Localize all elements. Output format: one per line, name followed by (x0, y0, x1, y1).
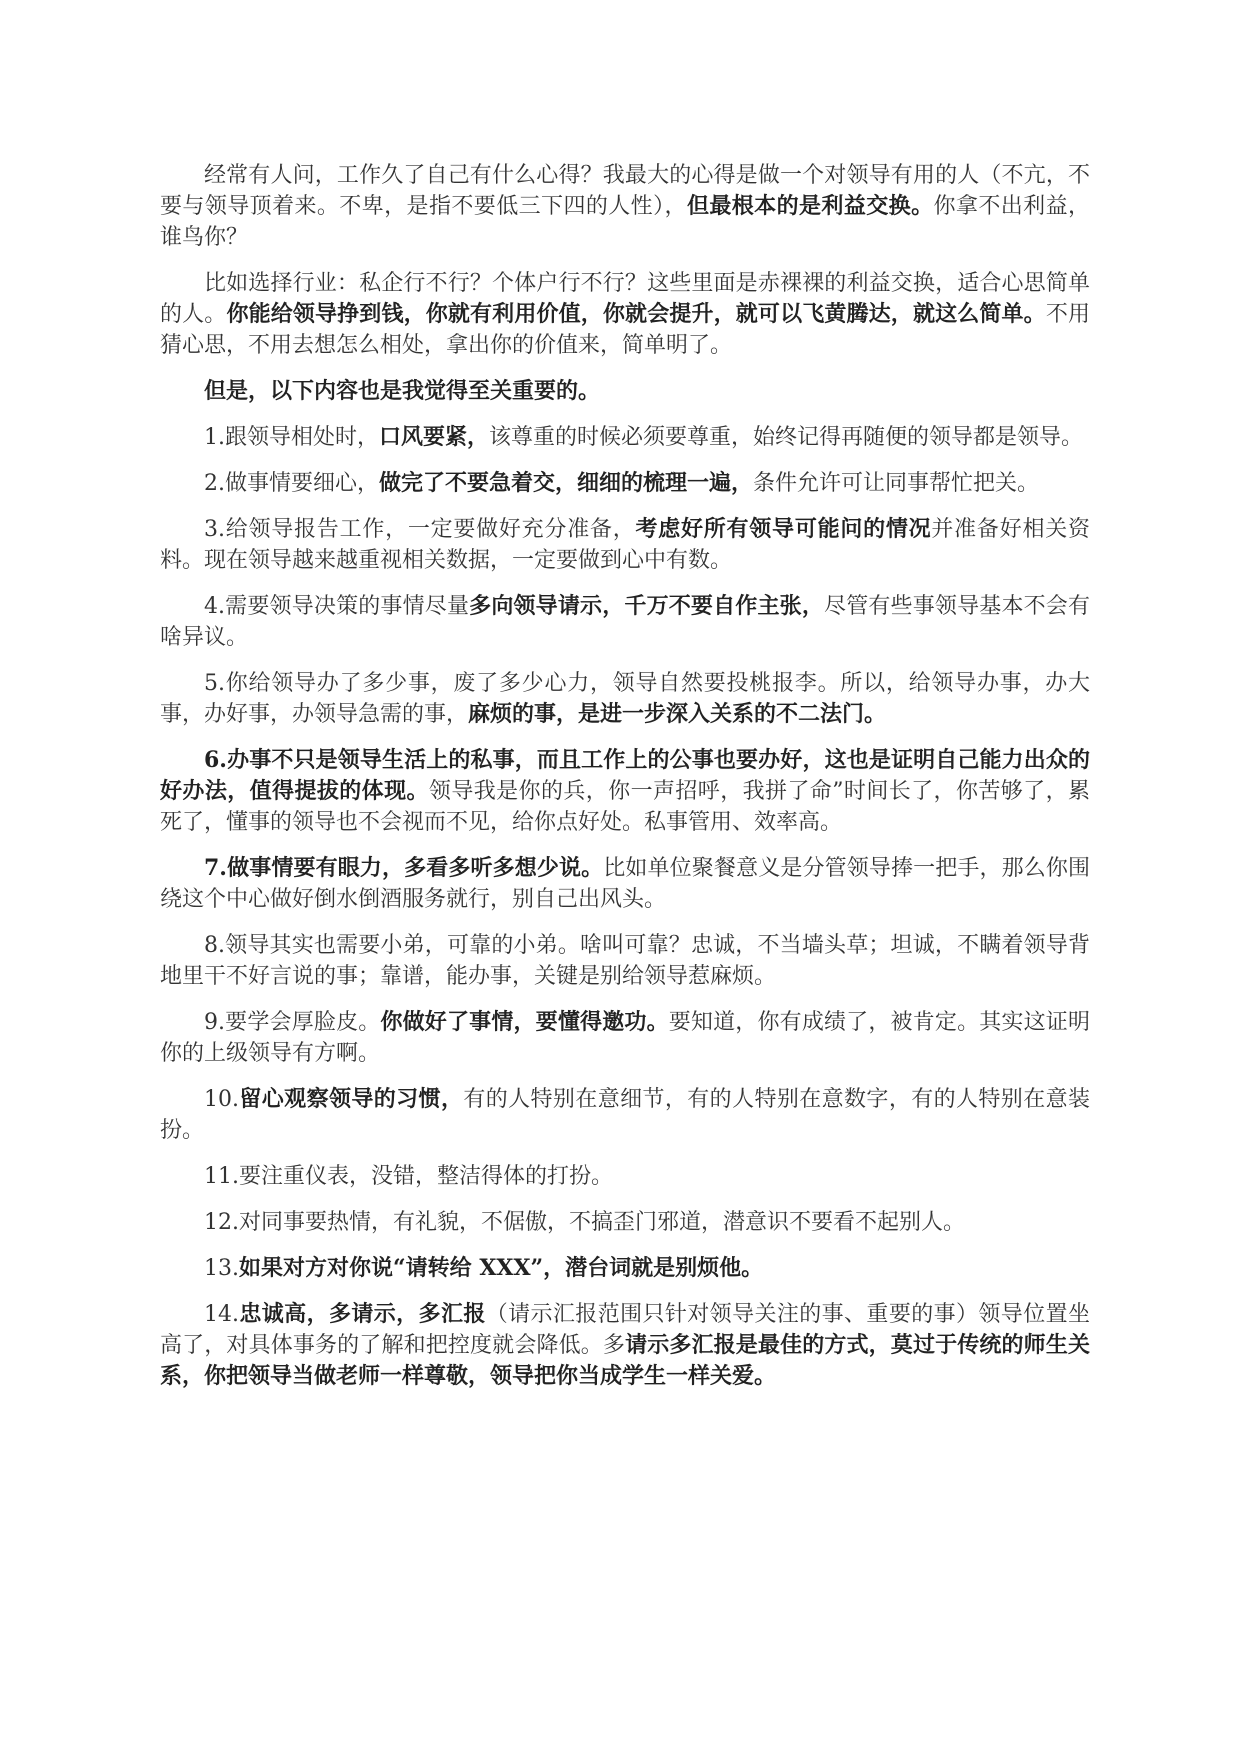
list-item-5: 5.你给领导办了多少事，废了多少心力，领导自然要投桃报李。所以，给领导办事，办大事，办好事，办领导急需的事，麻烦的事，是进一步深入关系的不二法门。 (160, 671, 1090, 727)
list-item-7: 7.做事情要有眼力，多看多听多想少说。比如单位聚餐意义是分管领导捧一把手，那么你围绕这个中心做好倒水倒酒服务就行，别自己出风头。 (160, 855, 1090, 912)
list-item-10: 10.留心观察领导的习惯，有的人特别在意细节，有的人特别在意数字，有的人特别在意装扮。 (160, 1086, 1090, 1143)
list-item-2: 2.做事情要细心，做完了不要急着交，细细的梳理一遍，条件允许可让同事帮忙把关。 (204, 470, 1040, 496)
list-item-11: 11.要注重仪表，没错，整洁得体的打扮。 (204, 1164, 613, 1189)
paragraph-industry: 比如选择行业：私企行不行？个体户行不行？这些里面是赤裸裸的利益交换，适合心思简单的人。你能给领导挣到钱，你就有利用价值，你就会提升，就可以飞黄腾达，就这么简单。不用猜心思，不用去想怎么相处，拿出你的价值来，简单明了。 (160, 271, 1090, 358)
list-item-12: 12.对同事要热情，有礼貌，不倨傲，不搞歪门邪道，潜意识不要看不起别人。 (204, 1210, 965, 1235)
list-item-13: 13.如果对方对你说“请转给 XXX”，潜台词就是别烦他。 (204, 1255, 764, 1281)
paragraph-intro: 经常有人问，工作久了自己有什么心得？我最大的心得是做一个对领导有用的人（不亢，不要与领导顶着来。不卑，是指不要低三下四的人性），但最根本的是利益交换。你拿不出利益，谁鸟你？ (160, 163, 1090, 250)
list-item-9: 9.要学会厚脸皮。你做好了事情，要懂得邀功。要知道，你有成绩了，被肯定。其实这证明你的上级领导有方啊。 (160, 1009, 1090, 1066)
list-item-4: 4.需要领导决策的事情尽量多向领导请示，千万不要自作主张，尽管有些事领导基本不会有啥异议。 (160, 593, 1090, 650)
paragraph-heading: 但是，以下内容也是我觉得至关重要的。 (204, 378, 601, 404)
list-item-1: 1.跟领导相处时，口风要紧，该尊重的时候必须要尊重，始终记得再随便的领导都是领导。 (204, 424, 1084, 450)
list-item-6: 6.办事不只是领导生活上的私事，而且工作上的公事也要办好，这也是证明自己能力出众的好办法，值得提拔的体现。领导我是你的兵，你一声招呼，我拼了命”时间长了，你苦够了，累死了，懂事的领导也不会视而不见，给你点好处。私事管用、效率高。 (160, 747, 1090, 835)
list-item-8: 8.领导其实也需要小弟，可靠的小弟。啥叫可靠？忠诚，不当墙头草；坦诚，不瞒着领导背地里干不好言说的事；靠谱，能办事，关键是别给领导惹麻烦。 (160, 933, 1090, 989)
document-body (160, 160, 1090, 1407)
list-item-3: 3.给领导报告工作，一定要做好充分准备，考虑好所有领导可能问的情况并准备好相关资料。现在领导越来越重视相关数据，一定要做到心中有数。 (160, 516, 1090, 573)
list-item-14: 14.忠诚高，多请示，多汇报（请示汇报范围只针对领导关注的事、重要的事）领导位置坐高了，对具体事务的了解和把控度就会降低。多请示多汇报是最佳的方式，莫过于传统的师生关系，你把领导当做老师一样尊敬，领导把你当成学生一样关爱。 (160, 1301, 1090, 1389)
